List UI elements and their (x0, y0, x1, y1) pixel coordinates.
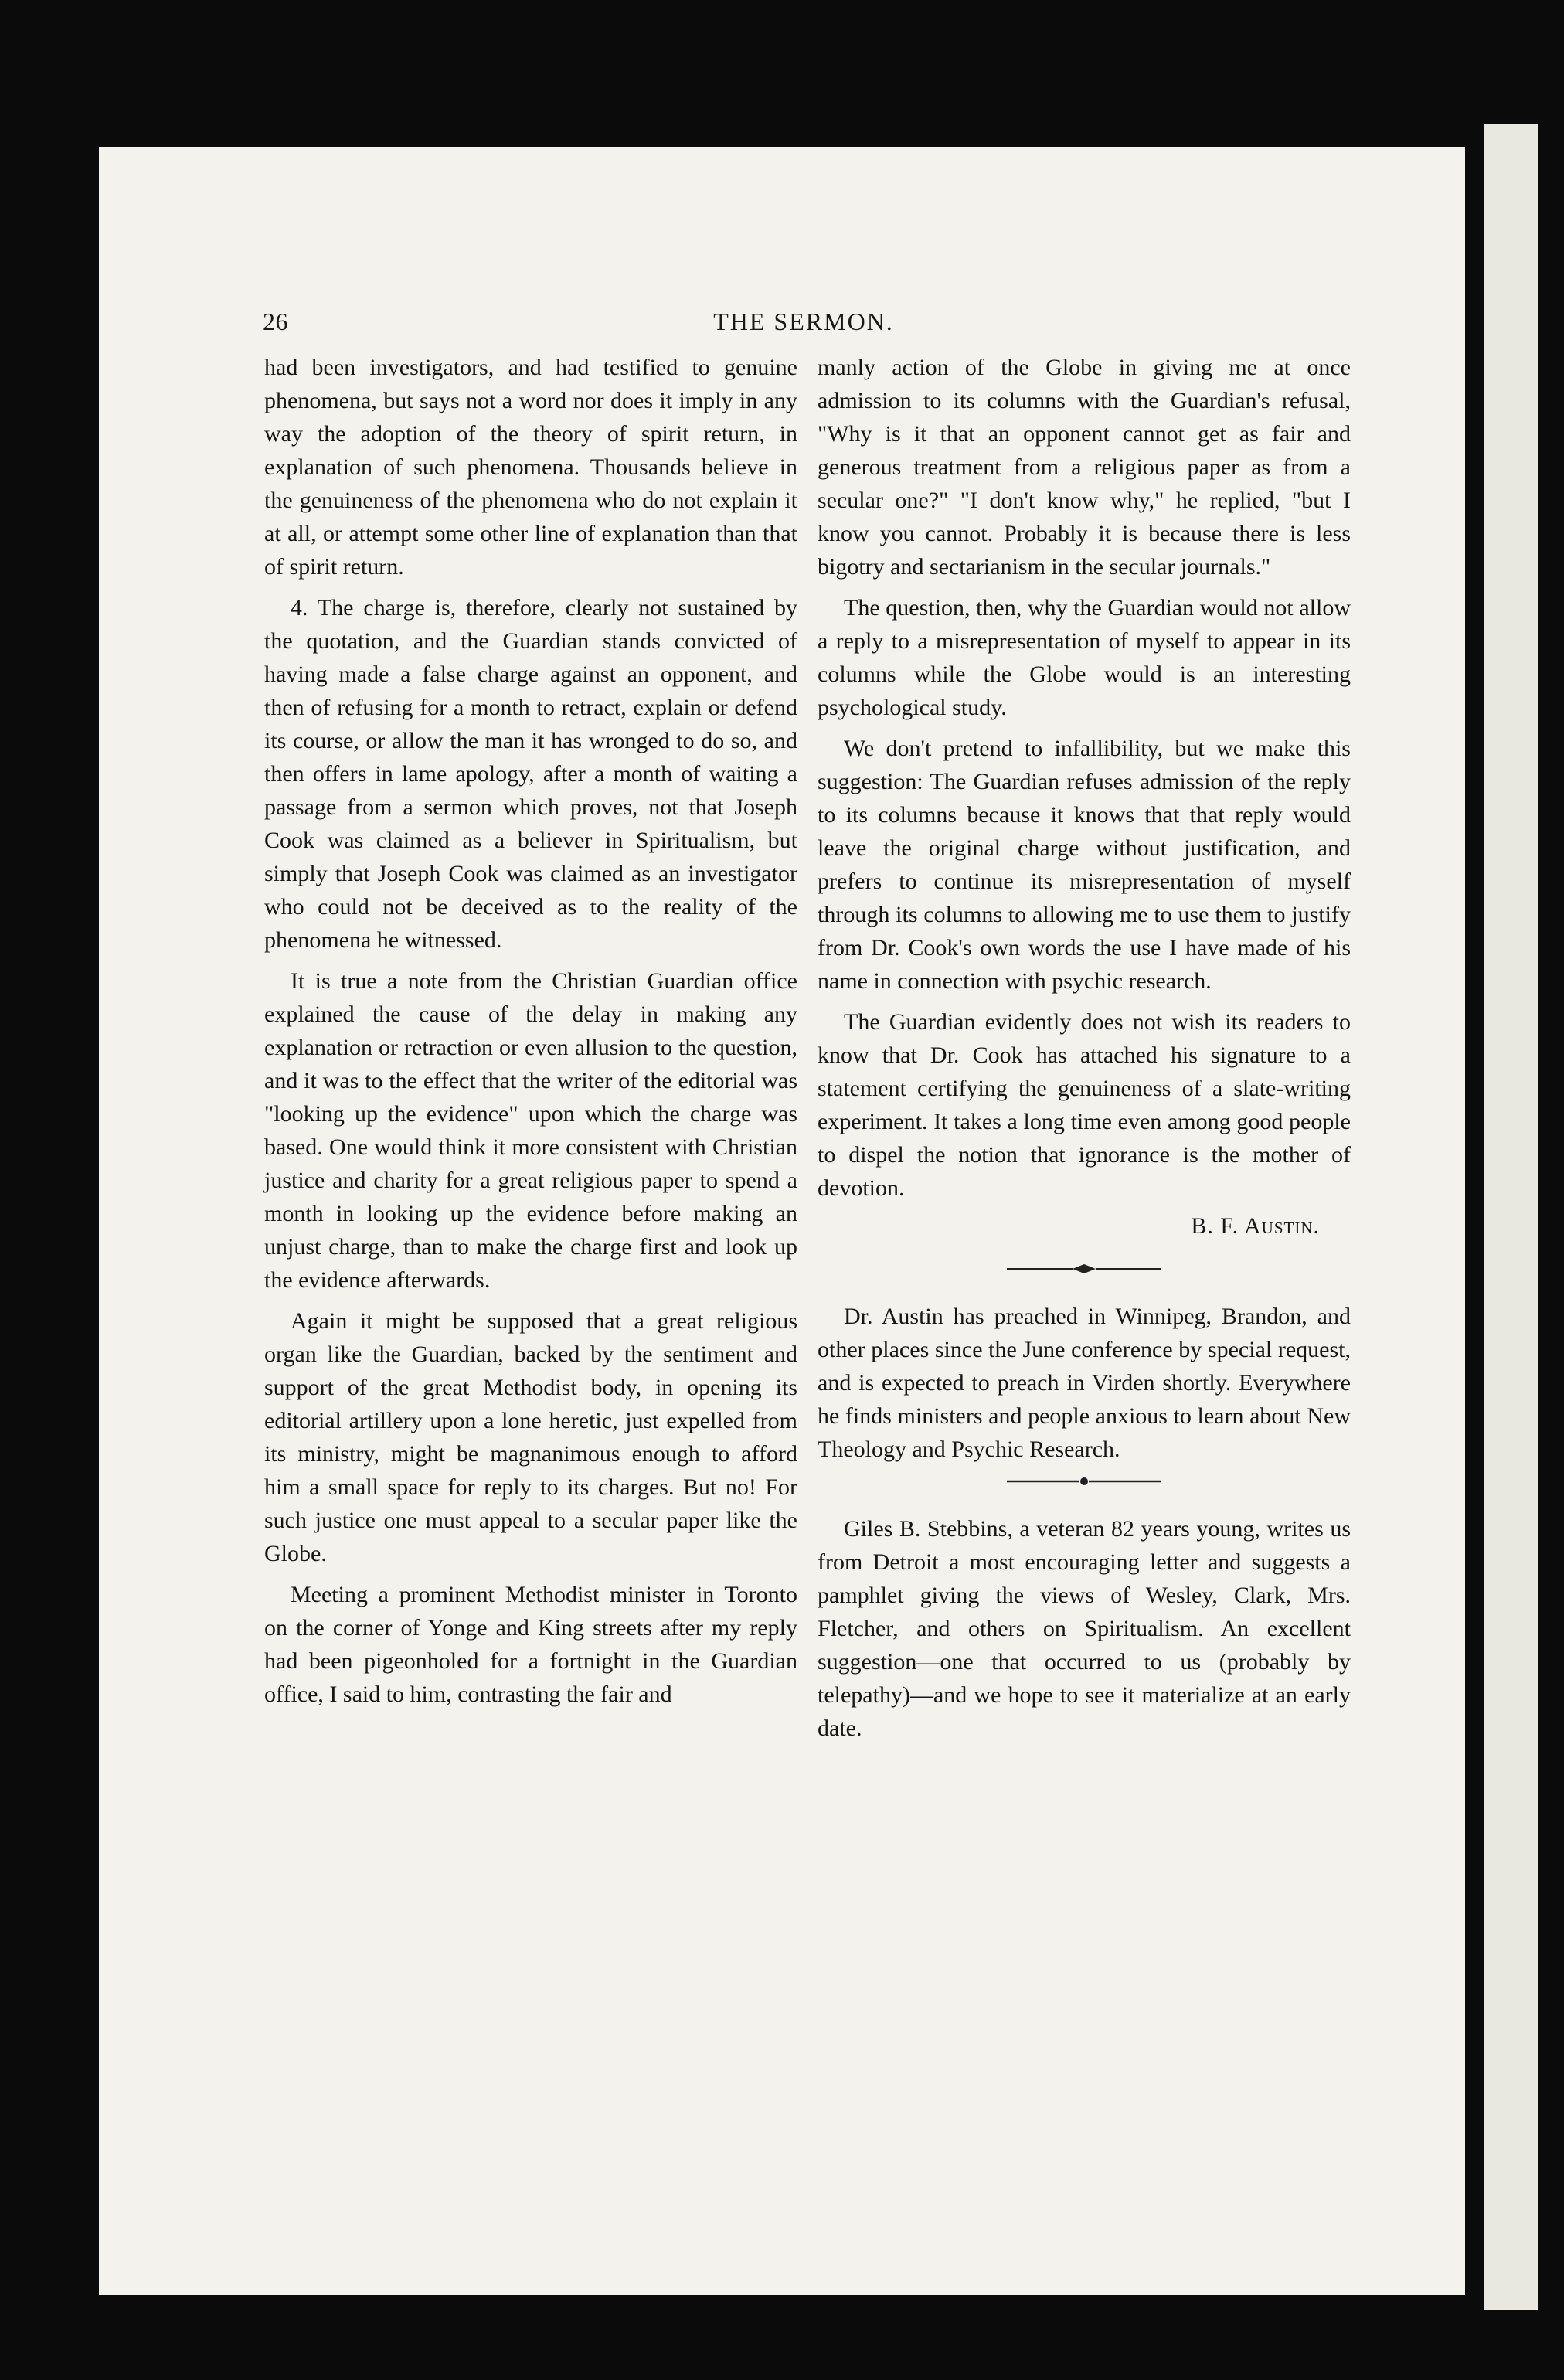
paragraph: 4. The charge is, therefore, clearly not sustained by the quotation, and the Guardian stands convicted of having made a false charge against an opponent, and then of refusing for a month to retract, explain or defend its course, or allow the man it has wronged to do so, and then offers in lame apology, after a month of waiting a passage from a sermon which proves, not that Joseph Cook was claimed as a believer in Spiritualism, but simply that Joseph Cook was claimed as an investigator who could not be deceived as to the reality of the phenomena he witnessed. (264, 595, 797, 953)
page-number: 26 (263, 308, 288, 335)
page-header (263, 308, 1345, 338)
news-note-winnipeg: Dr. Austin has preached in Winnipeg, Brandon, and other places since the June conference by special request, and is expected to preach in Virden shortly. Everywhere he finds ministers and people anxious to learn about New Theology and Psychic Research. (818, 1304, 1351, 1462)
author-signature: B. F. Austin. (1191, 1213, 1320, 1239)
paragraph: Meeting a prominent Methodist minister in Toronto on the corner of Yonge and King streets after my reply had been pigeonholed for a fortnight in the Guardian office, I said to him, contrasting the fair and (264, 1582, 797, 1707)
right-column (818, 351, 1351, 1753)
paragraph: The Guardian evidently does not wish its readers to know that Dr. Cook has attached his signature to a statement certifying the genuineness of a slate-writing experiment. It takes a long time even among good people to dispel the notion that ignorance is the mother of devotion. (818, 1009, 1351, 1201)
section-divider-ornament (999, 1474, 1169, 1489)
paragraph: The question, then, why the Guardian would not allow a reply to a misrepresentation of myself to appear in its columns while the Globe would is an interesting psychological study. (818, 595, 1351, 720)
left-column (264, 351, 797, 1719)
paragraph: We don't pretend to infallibility, but we make this suggestion: The Guardian refuses admission of the reply to its columns because it knows that that reply would leave the original charge without justification, and prefers to continue its misrepresentation of myself through its columns to allowing me to use them to justify from Dr. Cook's own words the use I have made of his name in connection with psychic research. (818, 736, 1351, 994)
running-title: THE SERMON. (713, 308, 894, 335)
paragraph: manly action of the Globe in giving me at once admission to its columns with the Guardian's refusal, "Why is it that an opponent cannot get as fair and generous treatment from a religious paper as from a secular one?" "I don't know why," he replied, "but I know you cannot. Probably it is because there is less bigotry and sectarianism in the secular journals." (818, 355, 1351, 580)
paragraph: had been investigators, and had testified to genuine phenomena, but says not a word nor does it imply in any way the adoption of the theory of spirit return, in explanation of such phenomena. Thousands believe in the genuineness of the phenomena who do not explain it at all, or attempt some other line of explanation than that of spirit return. (264, 355, 797, 580)
paragraph: It is true a note from the Christian Guardian office explained the cause of the delay in making any explanation or retraction or even allusion to the question, and it was to the effect that the writer of the editorial was "looking up the evidence" upon which the charge was based. One would think it more consistent with Christian justice and charity for a great religious paper to spend a month in looking up the evidence before making an unjust charge, than to make the charge first and look up the evidence afterwards. (264, 968, 797, 1293)
section-divider-ornament (999, 1261, 1169, 1277)
facing-page-edge (1484, 124, 1538, 2310)
news-note-stebbins: Giles B. Stebbins, a veteran 82 years young, writes us from Detroit a most encouraging letter and suggests a pamphlet giving the views of Wesley, Clark, Mrs. Fletcher, and others on Spiritualism. An excellent suggestion—one that occurred to us (probably by telepathy)—and we hope to see it materialize at an early date. (818, 1516, 1351, 1741)
paragraph: Again it might be supposed that a great religious organ like the Guardian, backed by the sentiment and support of the great Methodist body, in opening its editorial artillery upon a lone heretic, just expelled from its ministry, might be magnanimous enough to afford him a small space for reply to its charges. But no! For such justice one must appeal to a secular paper like the Globe. (264, 1308, 797, 1566)
